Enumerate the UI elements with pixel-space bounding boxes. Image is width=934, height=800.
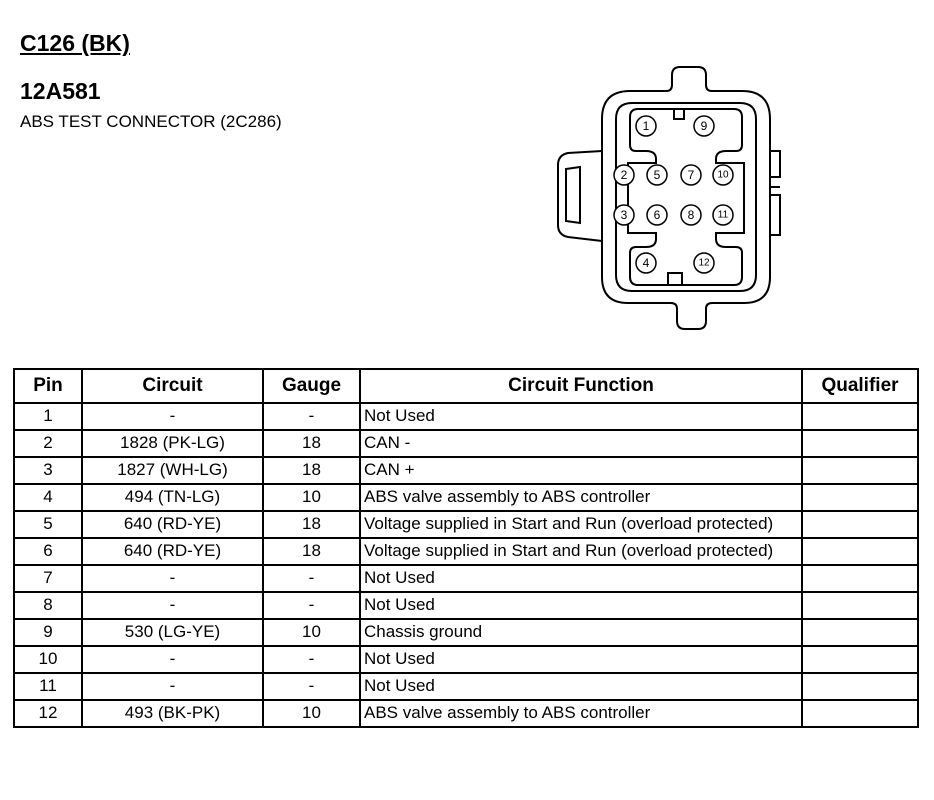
table-row (14, 700, 918, 727)
circuit-cell: 494 (TN-LG) (82, 484, 263, 511)
pin-label: 11 (717, 209, 729, 221)
qualifier-cell (802, 538, 918, 565)
circuit-cell: 530 (LG-YE) (82, 619, 263, 646)
qualifier-cell (802, 565, 918, 592)
table-row (14, 538, 918, 565)
gauge-cell: 18 (263, 430, 360, 457)
gauge-cell: - (263, 592, 360, 619)
bottom-key (668, 273, 682, 285)
pin-cell: 3 (14, 457, 82, 484)
table-header-row (14, 369, 918, 403)
circuit-cell: - (82, 646, 263, 673)
pin-label: 1 (642, 119, 650, 133)
part-number: 12A581 (20, 78, 101, 104)
qualifier-cell (802, 484, 918, 511)
table-row (14, 403, 918, 430)
circuit-cell: - (82, 403, 263, 430)
table-row (14, 592, 918, 619)
gauge-cell: 18 (263, 511, 360, 538)
pin-cell: 2 (14, 430, 82, 457)
connector-description: ABS TEST CONNECTOR (2C286) (20, 112, 282, 131)
table-row (14, 511, 918, 538)
function-cell: Not Used (360, 646, 802, 673)
gauge-cell: - (263, 565, 360, 592)
function-cell: Chassis ground (360, 619, 802, 646)
pin-label: 6 (653, 208, 661, 222)
qualifier-cell (802, 646, 918, 673)
function-cell: Not Used (360, 403, 802, 430)
column-header-qualifier: Qualifier (802, 369, 918, 403)
table-row (14, 430, 918, 457)
gauge-cell: 10 (263, 484, 360, 511)
function-cell: Not Used (360, 673, 802, 700)
gauge-cell: - (263, 403, 360, 430)
pin-cell: 9 (14, 619, 82, 646)
qualifier-cell (802, 673, 918, 700)
table-row (14, 457, 918, 484)
qualifier-cell (802, 700, 918, 727)
pin-label: 12 (698, 257, 710, 269)
pin-cell: 5 (14, 511, 82, 538)
pin-label: 5 (653, 168, 661, 182)
circuit-cell: - (82, 673, 263, 700)
function-cell: Voltage supplied in Start and Run (overload protected) (360, 538, 802, 565)
table-row (14, 484, 918, 511)
pin-label: 4 (642, 256, 650, 270)
function-cell: Not Used (360, 592, 802, 619)
circuit-cell: 640 (RD-YE) (82, 538, 263, 565)
right-tab-bottom (770, 195, 780, 235)
circuit-cell: 1827 (WH-LG) (82, 457, 263, 484)
table-row (14, 673, 918, 700)
function-cell: Not Used (360, 565, 802, 592)
circuit-cell: - (82, 565, 263, 592)
function-cell: ABS valve assembly to ABS controller (360, 700, 802, 727)
table-row (14, 646, 918, 673)
pin-cell: 4 (14, 484, 82, 511)
column-header-gauge: Gauge (263, 369, 360, 403)
gauge-cell: - (263, 673, 360, 700)
function-cell: CAN - (360, 430, 802, 457)
top-key (674, 109, 684, 119)
function-cell: CAN + (360, 457, 802, 484)
qualifier-cell (802, 403, 918, 430)
column-header-pin: Pin (14, 369, 82, 403)
pin-label: 9 (700, 119, 708, 133)
table-row (14, 619, 918, 646)
gauge-cell: 18 (263, 457, 360, 484)
column-header-circuit: Circuit (82, 369, 263, 403)
pin-cell: 12 (14, 700, 82, 727)
function-cell: ABS valve assembly to ABS controller (360, 484, 802, 511)
connector-id: C126 (BK) (20, 30, 130, 56)
pin-cell: 7 (14, 565, 82, 592)
qualifier-cell (802, 592, 918, 619)
pin-label: 7 (687, 168, 695, 182)
right-tab-top (770, 151, 780, 177)
pin-label: 3 (620, 208, 628, 222)
gauge-cell: - (263, 646, 360, 673)
qualifier-cell (802, 619, 918, 646)
qualifier-cell (802, 457, 918, 484)
gauge-cell: 10 (263, 619, 360, 646)
pin-cell: 6 (14, 538, 82, 565)
pin-label: 10 (717, 169, 729, 181)
pin-cell: 11 (14, 673, 82, 700)
qualifier-cell (802, 430, 918, 457)
pin-label: 8 (687, 208, 695, 222)
pin-cell: 10 (14, 646, 82, 673)
function-cell: Voltage supplied in Start and Run (overload protected) (360, 511, 802, 538)
gauge-cell: 18 (263, 538, 360, 565)
gauge-cell: 10 (263, 700, 360, 727)
pin-label: 2 (620, 168, 628, 182)
circuit-cell: 493 (BK-PK) (82, 700, 263, 727)
left-latch-inner (566, 167, 580, 223)
column-header-circuit-function: Circuit Function (360, 369, 802, 403)
circuit-cell: 1828 (PK-LG) (82, 430, 263, 457)
circuit-cell: - (82, 592, 263, 619)
table-row (14, 565, 918, 592)
circuit-cell: 640 (RD-YE) (82, 511, 263, 538)
pinout-table (13, 368, 919, 728)
qualifier-cell (802, 511, 918, 538)
pin-cell: 1 (14, 403, 82, 430)
connector-face-diagram (530, 55, 800, 335)
pin-cell: 8 (14, 592, 82, 619)
